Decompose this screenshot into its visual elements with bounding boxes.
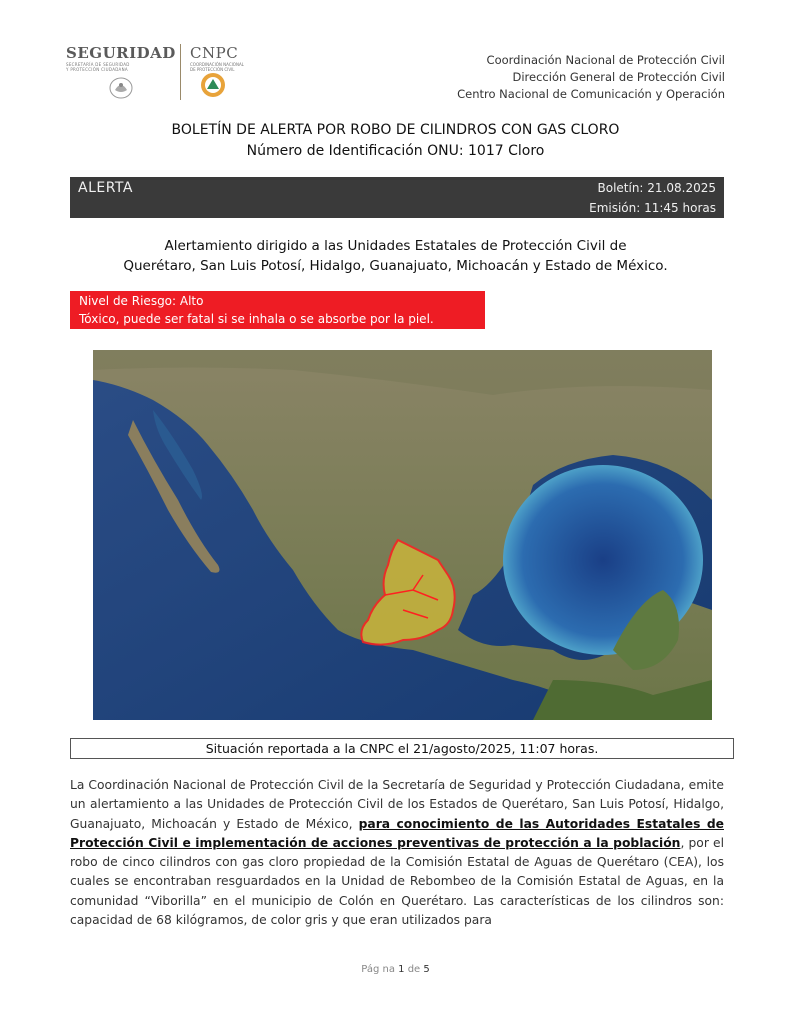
page-label-middle: de	[404, 964, 424, 975]
page-number: 1	[398, 964, 405, 975]
cnpc-logo-sub1: COORDINACIÓN NACIONAL	[190, 62, 244, 67]
bulletin-title-line1: BOLETÍN DE ALERTA POR ROBO DE CILINDROS CON GAS CLORO	[171, 122, 620, 138]
alert-dates	[589, 178, 716, 218]
alert-bar	[70, 177, 724, 218]
header-institution-lines	[457, 52, 725, 103]
seguridad-logo	[66, 44, 178, 72]
bulletin-title-line2: Número de Identificación ONU: 1017 Cloro	[246, 143, 545, 159]
body-text-part2: , por el robo de cinco cilindros con gas cloro propiedad de la Comisión Estatal de Aguas de Querétaro (CEA), los cuales se encontraban resguardados en la Unidad de Rebombeo de la Comisión Estatal de Aguas, en la comunidad “Viborilla” en el municipio de Colón en Querétaro. Las características de los cilindros son: capacidad de 68 kilógramos, de color gris y que eran utilizados para	[70, 835, 725, 928]
header-line-cnpc: Coordinación Nacional de Protección Civil	[486, 53, 725, 67]
cnpc-logo-sub2: DE PROTECCIÓN CIVIL	[190, 67, 235, 72]
page-label-prefix: Pág na	[361, 964, 399, 975]
directed-to-line1: Alertamiento dirigido a las Unidades Estatales de Protección Civil de	[164, 238, 627, 254]
bulletin-date: Boletín: 21.08.2025	[597, 181, 716, 195]
cnpc-logo-word: CNPC	[190, 44, 239, 62]
body-paragraph	[70, 776, 724, 930]
civil-protection-emblem-icon	[200, 72, 226, 98]
risk-box	[70, 291, 485, 329]
header-line-dgpc: Dirección General de Protección Civil	[512, 70, 725, 84]
logo-divider	[180, 44, 181, 100]
bulletin-title	[0, 120, 791, 162]
situation-reported: Situación reportada a la CNPC el 21/agosto/2025, 11:07 horas.	[70, 738, 734, 759]
seguridad-logo-sub2: Y PROTECCIÓN CIUDADANA	[66, 67, 128, 72]
header-line-cenacom: Centro Nacional de Comunicación y Operación	[457, 87, 725, 101]
emission-time: Emisión: 11:45 horas	[589, 201, 716, 215]
risk-description: Tóxico, puede ser fatal si se inhala o se absorbe por la piel.	[79, 312, 434, 326]
national-seal-icon	[108, 76, 134, 100]
cnpc-logo	[190, 44, 260, 72]
page-total: 5	[423, 964, 430, 975]
page-footer	[0, 964, 791, 975]
seguridad-logo-word: SEGURIDAD	[66, 44, 176, 62]
seguridad-logo-sub1: SECRETARÍA DE SEGURIDAD	[66, 62, 130, 67]
satellite-map	[93, 350, 712, 720]
directed-to-line2: Querétaro, San Luis Potosí, Hidalgo, Guanajuato, Michoacán y Estado de México.	[123, 258, 668, 274]
body-text-part1: La Coordinación Nacional de Protección Civil de la Secretaría de Seguridad y Protección Ciudadana, emite un alertamiento a las Unidades de Protección Civil de los Estados de Querétaro, San Luis Potosí, Hidalgo, Guanajuato, Michoacán y Estado de México,	[70, 778, 724, 831]
alert-label: ALERTA	[78, 180, 133, 196]
body-text-emphasis: para conocimiento de las Autoridades Estatales de Protección Civil e implementación de acciones preventivas de protección a la población	[70, 816, 724, 850]
risk-level: Nivel de Riesgo: Alto	[79, 294, 204, 308]
directed-to	[0, 236, 791, 276]
